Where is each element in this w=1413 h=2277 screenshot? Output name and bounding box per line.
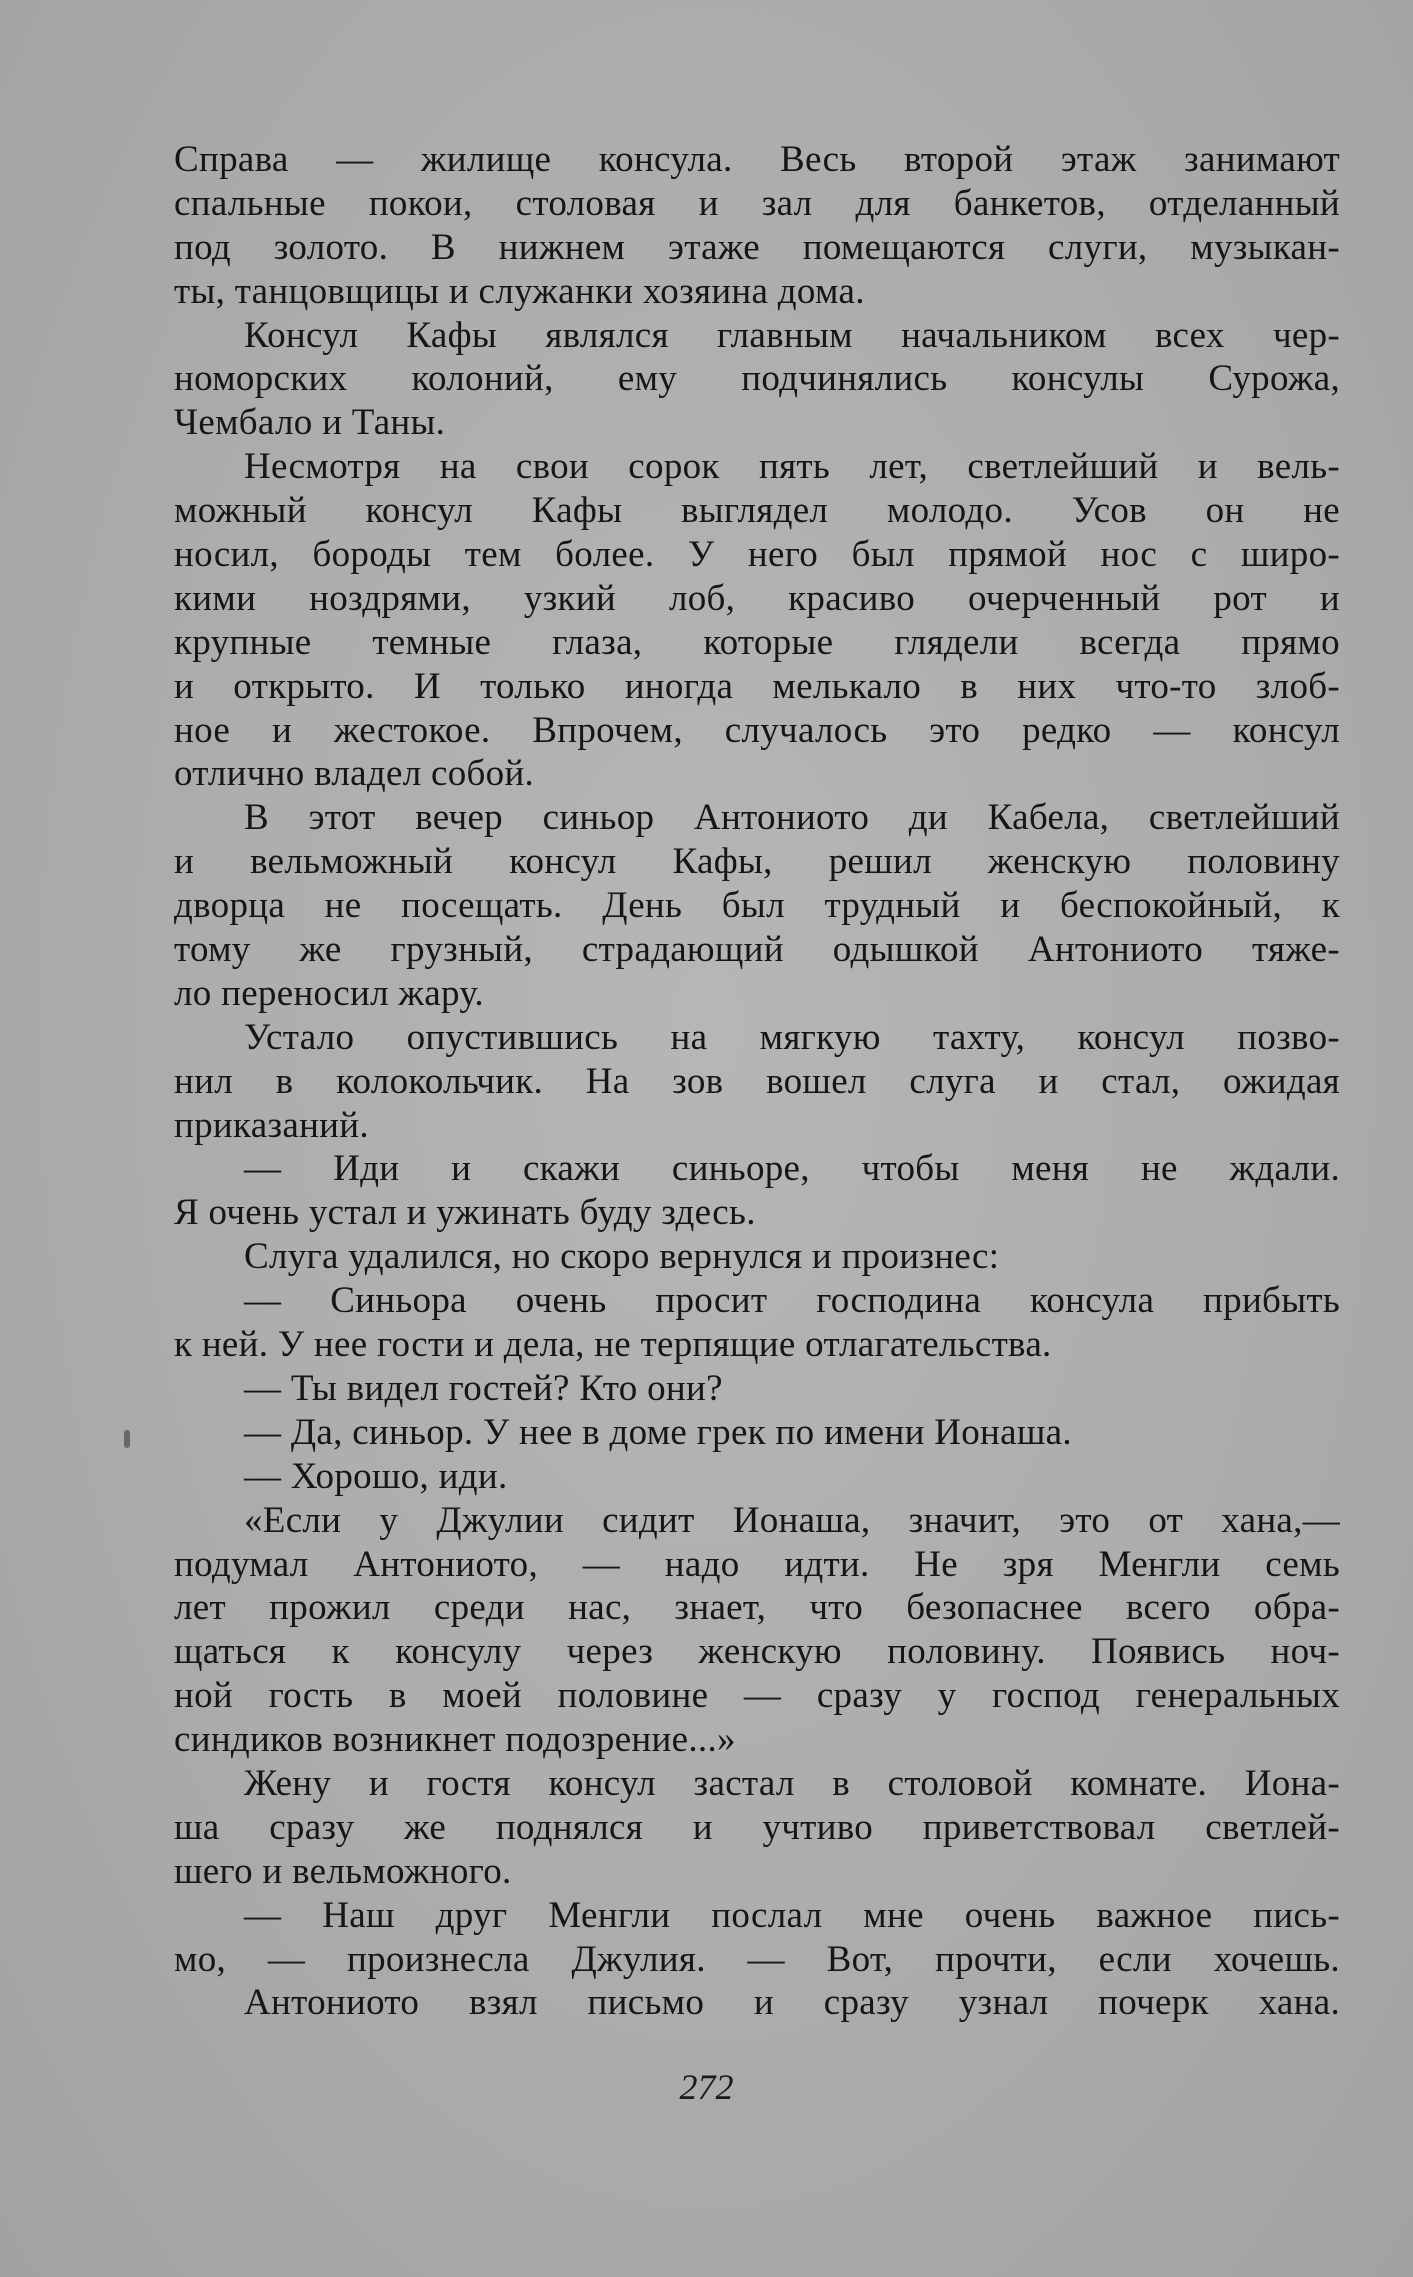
- text-line: Устало опустившись на мягкую тахту, консул позво-: [244, 1016, 1340, 1058]
- text-line: Антониото взял письмо и сразу узнал почерк хана.: [244, 1982, 1340, 2024]
- text-line: — Хорошо, иди.: [244, 1455, 508, 1497]
- text-line: — Иди и скажи синьоре, чтобы меня не ждали.: [244, 1148, 1340, 1190]
- text-line: Чембало и Таны.: [174, 402, 446, 444]
- text-line: можный консул Кафы выглядел молодо. Усов он не: [174, 490, 1340, 532]
- page-number: 272: [679, 2067, 734, 2107]
- text-line: мо, — произнесла Джулия. — Вот, прочти, если хочешь.: [174, 1938, 1340, 1980]
- text-line: дворца не посещать. День был трудный и беспокойный, к: [174, 885, 1340, 927]
- text-line: «Если у Джулии сидит Ионаша, значит, это от хана,—: [244, 1499, 1340, 1541]
- text-line: кими ноздрями, узкий лоб, красиво очерченный рот и: [174, 577, 1340, 619]
- text-line: щаться к консулу через женскую половину. Появись ноч-: [174, 1631, 1340, 1673]
- text-line: — Наш друг Менгли послал мне очень важное пись-: [244, 1894, 1340, 1936]
- text-line: Несмотря на свои сорок пять лет, светлейший и вель-: [244, 446, 1340, 488]
- text-line: и открыто. И только иногда мелькало в них что-то злоб-: [174, 665, 1340, 707]
- text-line: ной гость в моей половине — сразу у господ генеральных: [174, 1675, 1340, 1717]
- text-line: шего и вельможного.: [174, 1850, 512, 1892]
- body-text: [174, 138, 1340, 2025]
- text-line: нил в колокольчик. На зов вошел слуга и стал, ожидая: [174, 1060, 1340, 1102]
- text-line: ты, танцовщицы и служанки хозяина дома.: [174, 270, 865, 312]
- text-line: носил, бороды тем более. У него был прямой нос с широ-: [174, 534, 1340, 576]
- text-line: — Да, синьор. У нее в доме грек по имени Ионаша.: [244, 1411, 1072, 1453]
- text-line: Слуга удалился, но скоро вернулся и произнес:: [244, 1236, 1000, 1278]
- text-line: спальные покои, столовая и зал для банкетов, отделанный: [174, 182, 1340, 224]
- text-line: приказаний.: [174, 1104, 369, 1146]
- text-line: крупные темные глаза, которые глядели всегда прямо: [174, 621, 1340, 663]
- text-line: под золото. В нижнем этаже помещаются слуги, музыкан-: [174, 226, 1340, 268]
- text-line: отлично владел собой.: [174, 753, 535, 795]
- text-line: В этот вечер синьор Антониото ди Кабела, светлейший: [244, 797, 1340, 839]
- text-line: ша сразу же поднялся и учтиво приветствовал светлей-: [174, 1806, 1340, 1848]
- text-line: Консул Кафы являлся главным начальником всех чер-: [244, 314, 1340, 356]
- page-speck: [124, 1430, 130, 1448]
- text-line: лет прожил среди нас, знает, что безопаснее всего обра-: [174, 1587, 1340, 1629]
- text-line: и вельможный консул Кафы, решил женскую половину: [174, 841, 1340, 883]
- text-line: — Синьора очень просит господина консула прибыть: [244, 1280, 1340, 1322]
- text-line: синдиков возникнет подозрение...»: [174, 1719, 736, 1761]
- text-line: номорских колоний, ему подчинялись консулы Сурожа,: [174, 358, 1340, 400]
- text-line: подумал Антониото, — надо идти. Не зря Менгли семь: [174, 1543, 1340, 1585]
- text-line: ное и жестокое. Впрочем, случалось это редко — консул: [174, 709, 1340, 751]
- text-line: Я очень устал и ужинать буду здесь.: [174, 1192, 756, 1234]
- text-line: ло переносил жару.: [174, 972, 484, 1014]
- text-line: тому же грузный, страдающий одышкой Антониото тяже-: [174, 929, 1340, 971]
- text-line: Жену и гостя консул застал в столовой комнате. Иона-: [244, 1762, 1340, 1804]
- text-line: к ней. У нее гости и дела, не терпящие отлагательства.: [174, 1324, 1052, 1366]
- text-line: Справа — жилище консула. Весь второй этаж занимают: [174, 139, 1340, 180]
- text-line: — Ты видел гостей? Кто они?: [244, 1367, 723, 1409]
